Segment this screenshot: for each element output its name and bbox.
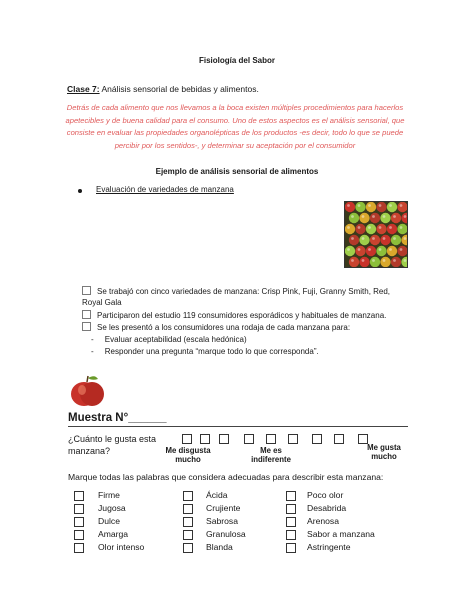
word-checkbox[interactable] [286,504,296,514]
scale-checkbox[interactable] [288,434,298,444]
word-label: Crujiente [206,503,241,513]
word-label: Jugosa [98,503,126,513]
word-checkbox[interactable] [183,517,193,527]
scale-checkbox[interactable] [312,434,322,444]
word-checkbox[interactable] [74,543,84,553]
section-heading: Ejemplo de análisis sensorial de alimentos [155,167,319,176]
sample-number: Muestra N°______ [68,412,167,424]
word-label: Firme [98,490,120,500]
dash-text: Responder una pregunta “marque todo lo que corresponda”. [104,347,319,356]
intro-paragraph: Detrás de cada alimento que nos llevamos a la boca existen múltiples procedimientos para hacerlos apetecibles y de buena calidad para el consumo. Uno de estos aspectos es el análisis sensorial, que consiste en evaluar las propiedades organolépticas de los productos -es decir, todo lo que se puede percibir por los sentidos-, y determinar su aceptación por el consumidor [65,103,405,150]
dash-text: Evaluar aceptabilidad (escala hedónica) [104,335,247,344]
word-label: Granulosa [206,529,246,539]
page-title: Fisiología del Sabor [198,56,275,65]
check-item [82,310,402,321]
scale-checkbox[interactable] [334,434,344,444]
word-checkbox[interactable] [286,530,296,540]
check-item [82,286,402,308]
scale-checkbox[interactable] [200,434,210,444]
check-text: Se les presentó a los consumidores una rodaja de cada manzana para: [97,323,351,332]
scale-checkbox[interactable] [244,434,254,444]
word-checkbox[interactable] [74,504,84,514]
word-checkbox[interactable] [74,517,84,527]
word-label: Amarga [98,529,129,539]
check-item [82,322,402,333]
word-label: Astringente [307,542,351,552]
checkbox-icon [82,310,91,319]
word-label: Poco olor [307,490,344,500]
bullet-dot [78,189,82,193]
class-line [67,84,259,94]
word-label: Sabor a manzana [307,529,375,539]
scale-checkbox[interactable] [219,434,229,444]
word-checkbox[interactable] [286,517,296,527]
checkbox-icon [82,286,91,295]
word-checkbox[interactable] [74,530,84,540]
apples-photo [344,201,408,268]
checkbox-icon [82,322,91,331]
scale-checkbox[interactable] [182,434,192,444]
check-text: Participaron del estudio 119 consumidores esporádicos y habituales de manzana. [97,311,387,320]
word-checkbox[interactable] [74,491,84,501]
word-checkbox[interactable] [183,530,193,540]
word-checkbox[interactable] [286,543,296,553]
scale-label-neutral: Me es indiferente [251,446,291,464]
divider [68,426,408,427]
liking-question: ¿Cuánto le gusta esta manzana? [68,434,157,456]
scale-checkbox[interactable] [266,434,276,444]
class-label: Clase 7: [67,84,100,94]
class-text: Análisis sensorial de bebidas y alimentos. [99,84,259,94]
scale-label-like: Me gusta mucho [367,443,401,461]
check-text: Se trabajó con cinco variedades de manzana: Crisp Pink, Fuji, Granny Smith, Red, Royal Gala [82,287,391,307]
word-checkbox[interactable] [286,491,296,501]
dash-item: - Evaluar aceptabilidad (escala hedónica) [91,335,247,344]
describe-instruction: Marque todas las palabras que considera adecuadas para describir esta manzana: [68,472,384,482]
word-label: Arenosa [307,516,340,526]
word-checkbox[interactable] [183,504,193,514]
word-label: Blanda [206,542,233,552]
dash-item: - Responder una pregunta “marque todo lo que corresponda”. [91,347,319,356]
bullet-text: Evaluación de variedades de manzana [96,185,234,194]
word-checkbox[interactable] [183,491,193,501]
word-label: Sabrosa [206,516,239,526]
word-label: Desabrida [307,503,347,513]
scale-label-dislike: Me disgusta mucho [165,446,211,464]
apple-icon [68,372,106,410]
word-label: Ácida [206,490,228,500]
word-checkbox[interactable] [183,543,193,553]
word-label: Olor intenso [98,542,145,552]
word-label: Dulce [98,516,120,526]
